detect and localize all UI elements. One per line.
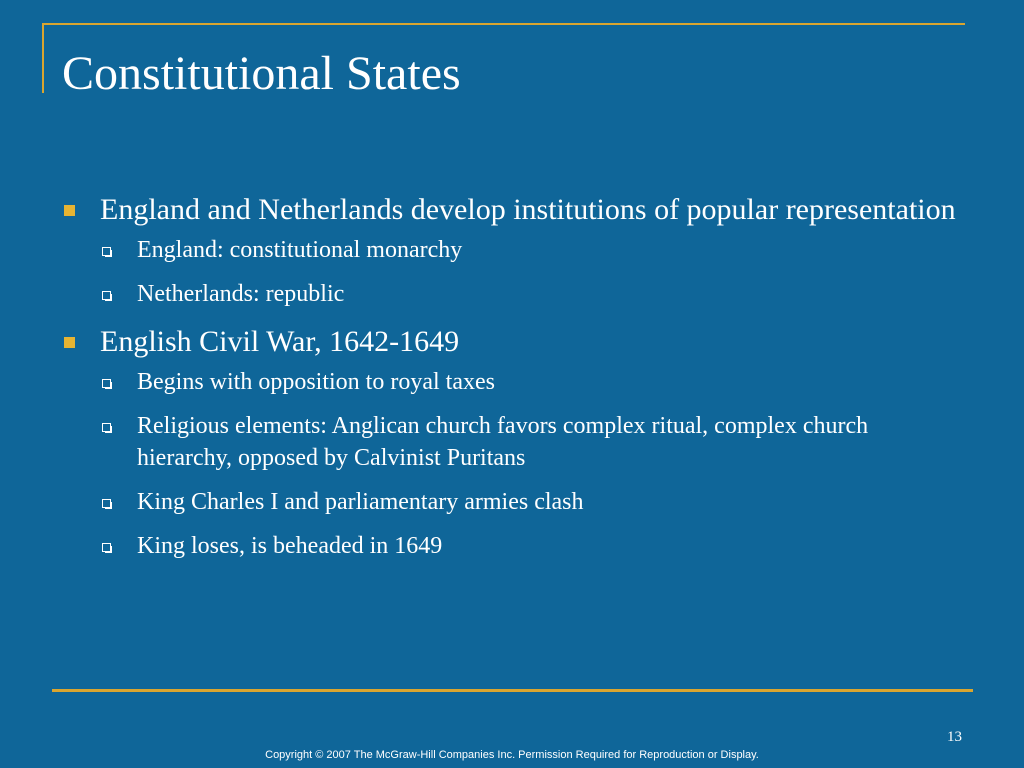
bullet-item (62, 190, 962, 310)
sub-bullet-item (100, 410, 962, 474)
hollow-square-bullet-icon (102, 379, 111, 388)
bullet-list (62, 190, 962, 574)
sub-bullet-text: Religious elements: Anglican church favors complex ritual, complex church hierarchy, opposed by Calvinist Puritans (137, 413, 869, 471)
square-bullet-icon (64, 337, 75, 348)
sub-bullet-item (100, 234, 962, 266)
page-number: 13 (947, 729, 962, 745)
square-bullet-icon (64, 205, 75, 216)
sub-bullet-text: King loses, is beheaded in 1649 (137, 533, 443, 559)
sub-bullet-item (100, 366, 962, 398)
hollow-square-bullet-icon (102, 499, 111, 508)
sub-bullet-list (100, 366, 962, 562)
sub-bullet-item (100, 278, 962, 310)
hollow-square-bullet-icon (102, 543, 111, 552)
sub-bullet-text: England: constitutional monarchy (137, 237, 463, 263)
sub-bullet-item (100, 530, 962, 562)
sub-bullet-item (100, 486, 962, 518)
footer-divider-line (52, 689, 973, 692)
hollow-square-bullet-icon (102, 291, 111, 300)
sub-bullet-list (100, 234, 962, 310)
sub-bullet-text: Netherlands: republic (137, 281, 345, 307)
bullet-item (62, 322, 962, 562)
bullet-text: English Civil War, 1642-1649 (100, 325, 460, 358)
slide-title: Constitutional States (62, 47, 461, 100)
title-frame-left-line (42, 23, 44, 93)
hollow-square-bullet-icon (102, 247, 111, 256)
copyright-notice: Copyright © 2007 The McGraw-Hill Companies Inc. Permission Required for Reproduction or Display. (265, 749, 759, 761)
sub-bullet-text: Begins with opposition to royal taxes (137, 369, 495, 395)
title-frame-top-line (42, 23, 965, 25)
hollow-square-bullet-icon (102, 423, 111, 432)
sub-bullet-text: King Charles I and parliamentary armies clash (137, 489, 584, 515)
bullet-text: England and Netherlands develop institutions of popular representation (100, 193, 956, 226)
